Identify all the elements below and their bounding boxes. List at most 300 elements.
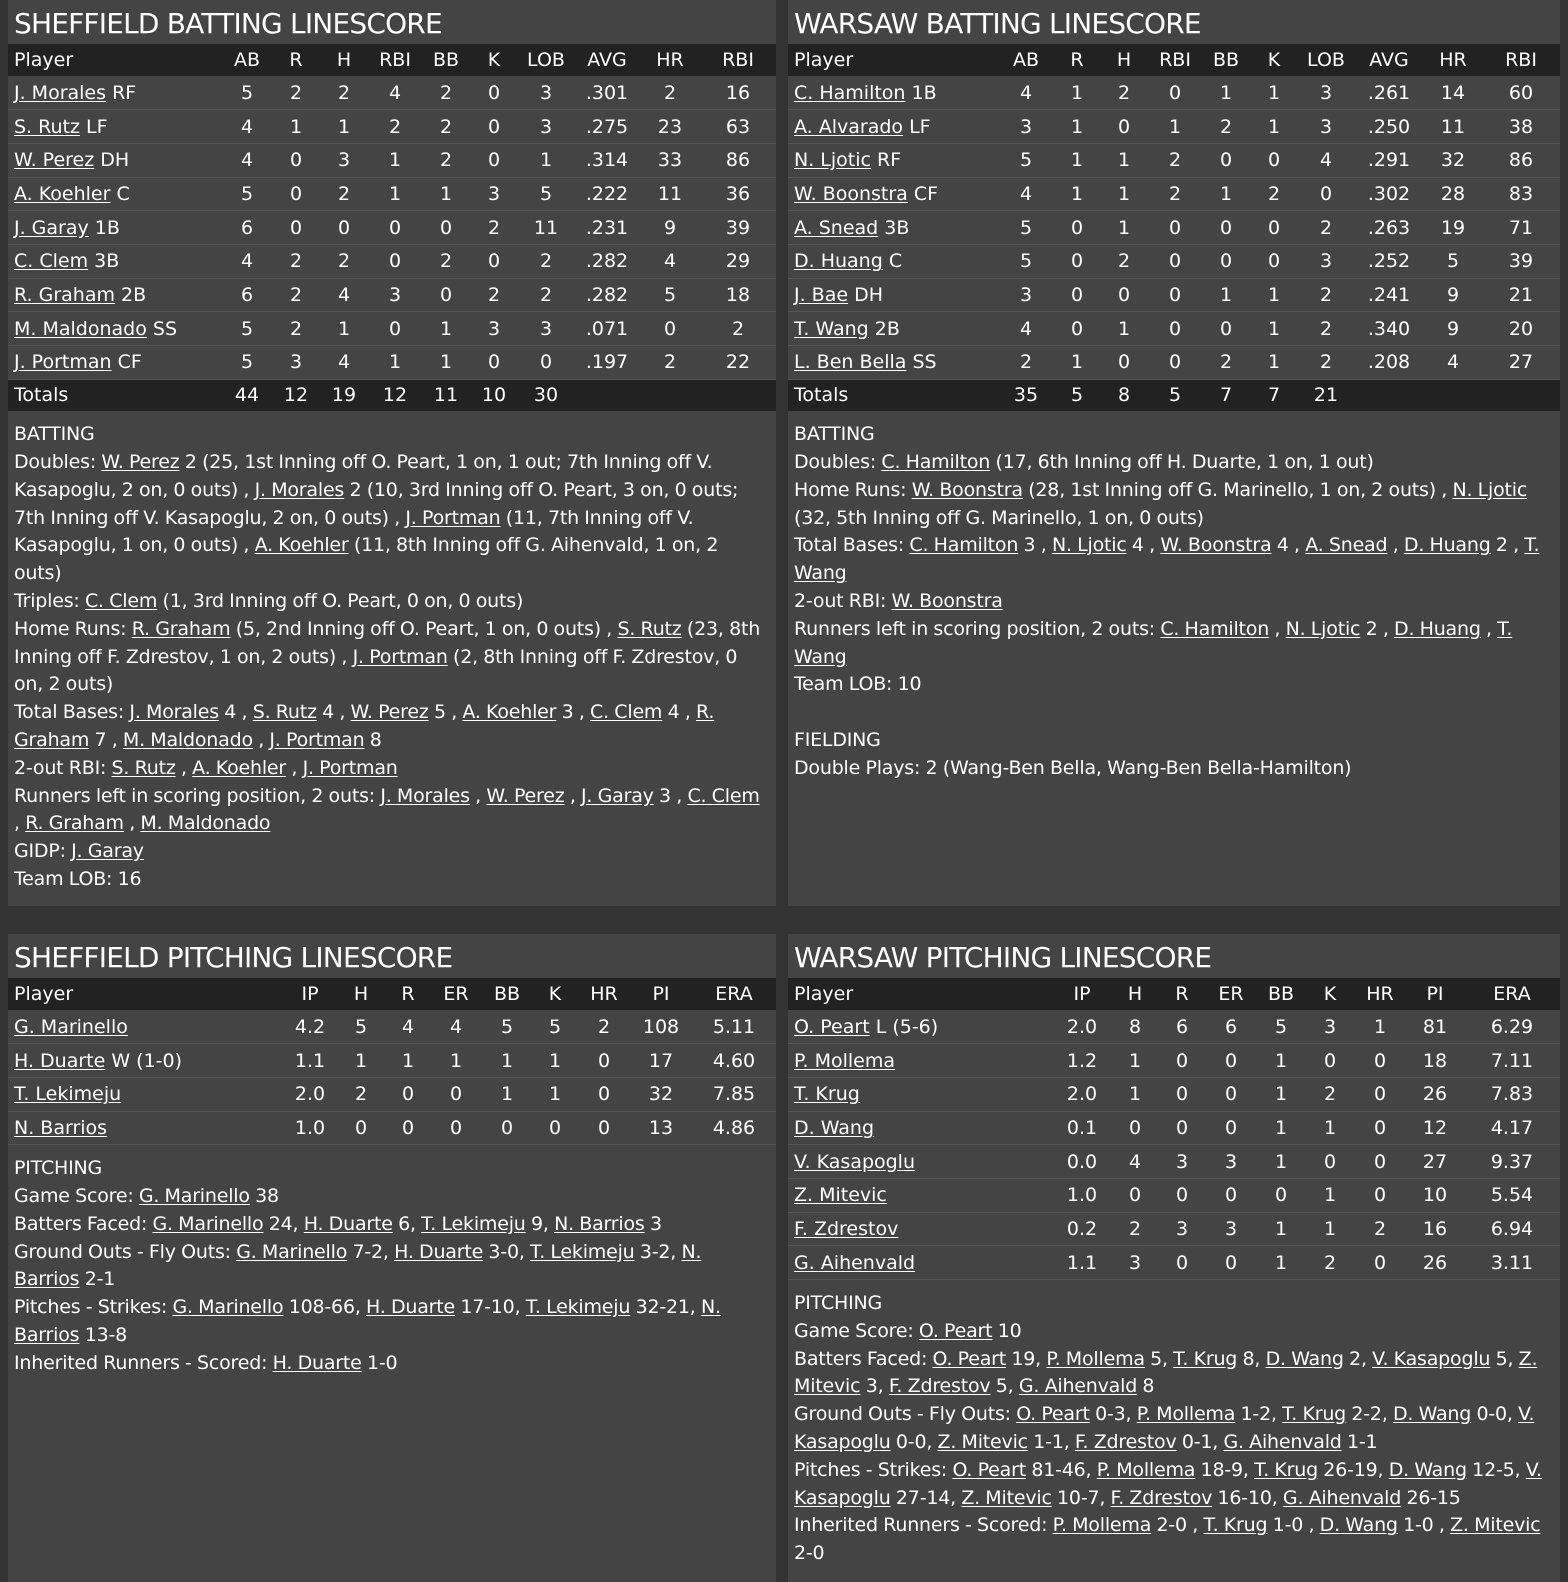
stat-cell: 23 (657, 115, 683, 138)
player-link[interactable]: V. Kasapoglu (794, 1403, 1535, 1453)
stat-cell: 22 (725, 351, 751, 374)
stat-cell: 0 (1117, 283, 1131, 306)
stat-cell: .208 (1367, 351, 1411, 374)
player-cell (8, 1077, 284, 1111)
stat-cell: 3 (1019, 283, 1033, 306)
stat-cell: 1 (449, 1049, 463, 1072)
player-link[interactable]: W. Boonstra (891, 589, 1003, 612)
stat-cell: 0 (1373, 1116, 1387, 1139)
totals-cell (1482, 379, 1560, 411)
stat-cell: 1 (1070, 351, 1084, 374)
player-link[interactable]: N. Barrios (554, 1212, 645, 1235)
stat-cell: 1 (388, 149, 402, 172)
player-link[interactable]: R. Graham (25, 812, 124, 835)
note-text: Runners left in scoring position, 2 outs: (14, 784, 381, 807)
player-cell (788, 76, 998, 110)
player-link[interactable]: J. Morales (129, 701, 219, 724)
note-text: 4 , (662, 701, 696, 724)
player-link[interactable]: P. Mollema (1052, 1514, 1152, 1537)
player-link[interactable]: V. Kasapoglu (794, 1458, 1542, 1509)
player-link[interactable]: T. Wang (794, 317, 869, 340)
player-link[interactable]: N. Ljotic (1452, 478, 1528, 501)
stat-cell: 5 (240, 81, 254, 104)
player-link[interactable]: J. Garay (14, 216, 89, 239)
column-header-bb: BB (1212, 49, 1240, 71)
note-spacer (794, 699, 1554, 727)
stat-cell: 0 (487, 115, 501, 138)
table-row (788, 1246, 1560, 1280)
column-header-player: Player (14, 983, 74, 1005)
stat-cell: 0 (597, 1083, 611, 1106)
player-link[interactable]: J. Bae (794, 283, 849, 306)
column-header-ip: IP (1073, 983, 1091, 1005)
player-link[interactable]: M. Maldonado (122, 728, 253, 751)
table-row (8, 1111, 776, 1145)
player-link[interactable]: A. Koehler (14, 182, 111, 205)
player-link[interactable]: J. Portman (352, 645, 448, 668)
stat-cell: 81 (1422, 1015, 1448, 1038)
player-link[interactable]: W. Perez (101, 450, 180, 473)
sheffield-batting-panel (8, 0, 776, 906)
player-link[interactable]: C. Clem (687, 784, 760, 807)
player-link[interactable]: D. Wang (1388, 1458, 1467, 1481)
stat-cell: 1 (500, 1083, 514, 1106)
stat-cell: 1 (1070, 149, 1084, 172)
stat-cell: 12 (1422, 1116, 1448, 1139)
player-link[interactable]: O. Peart (952, 1458, 1026, 1481)
player-link[interactable]: D. Wang (1265, 1347, 1344, 1370)
player-link[interactable]: D. Wang (794, 1116, 875, 1139)
stat-cell: 2 (1117, 250, 1131, 273)
player-link[interactable]: N. Barrios (14, 1116, 108, 1139)
stat-cell: 1 (1323, 1184, 1337, 1207)
panel-title: SHEFFIELD BATTING LINESCORE (14, 7, 442, 40)
stat-cell: 3.11 (1490, 1251, 1534, 1274)
note-text: Pitches - Strikes: (14, 1296, 173, 1319)
stat-cell: 3 (289, 351, 303, 374)
stat-cell: 86 (725, 149, 751, 172)
player-link[interactable]: Z. Mitevic (937, 1430, 1028, 1453)
stat-cell: 1 (1274, 1083, 1288, 1106)
player-link[interactable]: R. Graham (131, 617, 231, 640)
note-text: Runners left in scoring position, 2 outs: (794, 617, 1161, 640)
stat-cell: 1 (1274, 1251, 1288, 1274)
player-cell (788, 1010, 1052, 1044)
player-link[interactable]: P. Mollema (794, 1049, 895, 1072)
stat-cell: 6 (240, 216, 254, 239)
player-link[interactable]: T. Krug (794, 1083, 860, 1106)
note-text: 1-1 (1341, 1430, 1378, 1453)
column-header-bb: BB (1267, 983, 1295, 1005)
note-text: Inherited Runners - Scored: (794, 1514, 1053, 1537)
player-link[interactable]: J. Morales (380, 784, 470, 807)
note-line (14, 838, 770, 866)
stat-cell: 4 (1446, 351, 1460, 374)
player-detail: L (5-6) (875, 1015, 939, 1038)
player-link[interactable]: C. Clem (14, 250, 89, 273)
stat-cell: 27 (1508, 351, 1534, 374)
player-link[interactable]: S. Rutz (111, 756, 176, 779)
stat-cell: 1 (1117, 317, 1131, 340)
totals-cell: 19 (331, 384, 357, 407)
player-link[interactable]: P. Mollema (1046, 1347, 1145, 1370)
player-link[interactable]: S. Rutz (617, 617, 682, 640)
player-link[interactable]: N. Barrios (14, 1240, 702, 1291)
note-text: 3 (644, 1212, 662, 1235)
player-link[interactable]: N. Ljotic (794, 149, 871, 172)
player-link[interactable]: S. Rutz (14, 115, 80, 138)
stat-cell: 2 (337, 81, 351, 104)
stat-cell: 2 (439, 250, 453, 273)
player-link[interactable]: T. Lekimeju (421, 1212, 526, 1235)
player-link[interactable]: S. Rutz (252, 701, 317, 724)
player-link[interactable]: Z. Mitevic (794, 1347, 1538, 1398)
totals-cell (640, 379, 700, 411)
stat-cell: 3 (539, 81, 553, 104)
stat-cell: 1 (548, 1083, 562, 1106)
player-link[interactable]: C. Clem (84, 589, 158, 612)
column-header-r: R (401, 983, 415, 1005)
note-text: 27-14, (890, 1486, 962, 1509)
warsaw-pitching-panel (788, 934, 1560, 1582)
stat-cell: 0 (1219, 216, 1233, 239)
note-heading (14, 1155, 770, 1183)
stat-cell: 6 (240, 283, 254, 306)
stat-cell: 3 (1224, 1217, 1238, 1240)
totals-cell: 8 (1117, 384, 1131, 407)
table-row (8, 143, 776, 177)
player-link[interactable]: T. Lekimeju (530, 1240, 635, 1263)
note-line (14, 783, 770, 839)
note-line (794, 1512, 1554, 1568)
stat-cell: .291 (1367, 149, 1411, 172)
column-header-hr: HR (590, 983, 618, 1005)
player-link[interactable]: D. Wang (1319, 1514, 1398, 1537)
player-link[interactable]: G. Aihenvald (1018, 1375, 1138, 1398)
player-link[interactable]: R. Graham (14, 701, 715, 751)
note-text: 3-2, (634, 1240, 682, 1263)
stat-cell: 4 (388, 81, 402, 104)
column-header-rbi: RBI (1159, 49, 1191, 71)
stat-cell: 0 (1219, 250, 1233, 273)
player-link[interactable]: D. Huang (1394, 617, 1481, 640)
stat-cell: 1 (1219, 283, 1233, 306)
player-link[interactable]: P. Mollema (1136, 1403, 1236, 1426)
note-line (794, 1346, 1554, 1402)
player-link[interactable]: J. Portman (302, 756, 398, 779)
player-link[interactable]: J. Morales (254, 478, 345, 501)
stat-cell: 0 (597, 1116, 611, 1139)
stat-cell: 5 (548, 1015, 562, 1038)
table-row (8, 278, 776, 312)
totals-cell: 7 (1219, 384, 1233, 407)
player-link[interactable]: H. Duarte (14, 1049, 106, 1072)
stat-cell: 1 (1070, 115, 1084, 138)
player-link[interactable]: P. Mollema (1096, 1458, 1196, 1481)
note-text: 5, (1490, 1347, 1519, 1370)
stat-cell: 11 (1440, 115, 1466, 138)
player-link[interactable]: G. Marinello (152, 1212, 264, 1235)
player-link[interactable]: H. Duarte (366, 1296, 456, 1319)
player-link[interactable]: H. Duarte (303, 1212, 393, 1235)
player-cell (8, 278, 222, 312)
column-header-ab: AB (1012, 49, 1040, 71)
player-link[interactable]: A. Koehler (192, 756, 287, 779)
table-row (8, 177, 776, 211)
batting-table (788, 44, 1560, 411)
note-text: Inherited Runners - Scored: (14, 1351, 273, 1374)
player-link[interactable]: D. Huang (1403, 534, 1491, 557)
stat-cell: 0 (1168, 351, 1182, 374)
stat-cell: 39 (725, 216, 751, 239)
player-link[interactable]: H. Duarte (272, 1351, 362, 1374)
player-link[interactable]: T. Krug (1173, 1347, 1238, 1370)
stat-cell: 3 (539, 115, 553, 138)
player-link[interactable]: W. Perez (486, 784, 565, 807)
table-row (788, 244, 1560, 278)
stat-cell: 4 (240, 250, 254, 273)
player-link[interactable]: J. Garay (71, 840, 144, 863)
player-link[interactable]: W. Boonstra (911, 478, 1023, 501)
table-row (788, 1178, 1560, 1212)
player-link[interactable]: T. Wang (794, 534, 1540, 585)
stat-cell: 0 (1219, 317, 1233, 340)
stat-cell: 2 (1373, 1217, 1387, 1240)
stat-cell: 0 (487, 351, 501, 374)
note-text: 12-5, (1466, 1458, 1526, 1481)
stat-cell: 1 (354, 1049, 368, 1072)
note-text: Ground Outs - Fly Outs: (794, 1403, 1017, 1426)
player-link[interactable]: V. Kasapoglu (794, 1150, 916, 1173)
stat-cell: 3 (539, 317, 553, 340)
table-body (8, 76, 776, 411)
stat-cell: 1 (1274, 1049, 1288, 1072)
player-link[interactable]: L. Ben Bella (794, 351, 907, 374)
stat-cell: 0 (1175, 1083, 1189, 1106)
player-link[interactable]: C. Hamilton (794, 81, 906, 104)
player-cell (8, 1111, 284, 1145)
note-text: PITCHING (794, 1292, 883, 1314)
stat-cell: 5 (354, 1015, 368, 1038)
player-link[interactable]: G. Marinello (14, 1015, 128, 1038)
player-link[interactable]: J. Portman (269, 728, 365, 751)
stat-cell: .071 (585, 317, 629, 340)
note-text: (1, 3rd Inning off O. Peart, 0 on, 0 outs) (157, 589, 524, 612)
player-link[interactable]: W. Perez (14, 149, 95, 172)
stat-cell: 2 (487, 283, 501, 306)
header-row (8, 44, 776, 76)
stat-cell: 18 (725, 283, 751, 306)
player-link[interactable]: G. Marinello (236, 1240, 348, 1263)
stat-cell: 4 (337, 351, 351, 374)
player-link[interactable]: V. Kasapoglu (1372, 1347, 1491, 1370)
stat-cell: 2 (289, 81, 303, 104)
stat-cell: 33 (657, 149, 683, 172)
stat-cell: 0 (439, 283, 453, 306)
player-link[interactable]: C. Hamilton (909, 534, 1019, 557)
stat-cell: 2 (289, 317, 303, 340)
column-header-r: R (289, 49, 303, 71)
player-link[interactable]: Z. Mitevic (961, 1486, 1052, 1509)
stat-cell: 4 (240, 149, 254, 172)
player-detail: RF (112, 81, 137, 104)
stat-cell: 0 (449, 1116, 463, 1139)
stat-cell: 4 (1128, 1150, 1142, 1173)
player-link[interactable]: A. Snead (1305, 534, 1388, 557)
stat-cell: 71 (1508, 216, 1534, 239)
stat-cell: 0 (1117, 115, 1131, 138)
player-link[interactable]: O. Peart (1016, 1403, 1090, 1426)
player-link[interactable]: J. Morales (14, 81, 107, 104)
player-link[interactable]: C. Hamilton (1160, 617, 1270, 640)
stat-cell: 2.0 (1066, 1015, 1098, 1038)
player-link[interactable]: G. Aihenvald (1223, 1430, 1342, 1453)
stat-cell: 0 (1373, 1150, 1387, 1173)
player-link[interactable]: A. Alvarado (794, 115, 904, 138)
player-link[interactable]: R. Graham (14, 283, 115, 306)
player-link[interactable]: G. Aihenvald (1282, 1486, 1402, 1509)
stat-cell: 1 (548, 1049, 562, 1072)
player-link[interactable]: Z. Mitevic (1450, 1514, 1541, 1537)
note-text: Double Plays: 2 (Wang-Ben Bella, Wang-Ben Bella-Hamilton) (794, 756, 1352, 779)
stat-cell: 0.2 (1066, 1217, 1098, 1240)
batting-table (8, 44, 776, 411)
column-header-lob: LOB (1307, 49, 1345, 71)
note-line (14, 1239, 770, 1295)
totals-row (788, 379, 1560, 411)
column-header-lob: LOB (527, 49, 565, 71)
player-link[interactable]: T. Wang (794, 617, 1513, 668)
player-link[interactable]: C. Hamilton (881, 450, 991, 473)
stat-cell: 9 (663, 216, 677, 239)
stat-cell: 0 (1224, 1251, 1238, 1274)
note-text: 19, (1006, 1347, 1047, 1370)
table-row (788, 1010, 1560, 1044)
totals-label: Totals (794, 384, 849, 407)
player-link[interactable]: W. Perez (350, 701, 429, 724)
player-cell (788, 346, 998, 380)
stat-cell: 0 (1373, 1251, 1387, 1274)
column-header-rbi: RBI (379, 49, 411, 71)
player-link[interactable]: F. Zdrestov (794, 1217, 899, 1240)
player-link[interactable]: W. Boonstra (794, 182, 908, 205)
stat-cell: 5 (663, 283, 677, 306)
stat-cell: 6 (1224, 1015, 1238, 1038)
player-link[interactable]: O. Peart (794, 1015, 870, 1038)
column-header-bb: BB (493, 983, 521, 1005)
player-link[interactable]: O. Peart (918, 1319, 993, 1342)
player-cell (8, 244, 222, 278)
player-link[interactable]: T. Krug (1203, 1514, 1268, 1537)
player-link[interactable]: A. Snead (794, 216, 879, 239)
note-text: 1-0 (361, 1351, 398, 1374)
player-link[interactable]: G. Marinello (138, 1185, 250, 1208)
stat-cell: 5.54 (1490, 1184, 1534, 1207)
column-header-hr: HR (656, 49, 684, 71)
player-link[interactable]: G. Aihenvald (794, 1251, 916, 1274)
player-link[interactable]: M. Maldonado (140, 812, 271, 835)
player-link[interactable]: N. Ljotic (1051, 534, 1127, 557)
player-link[interactable]: N. Ljotic (1285, 617, 1361, 640)
stat-cell: 16 (1422, 1217, 1448, 1240)
note-text: , (252, 728, 270, 751)
stat-cell: 7.85 (712, 1083, 756, 1106)
note-text: 2 , (1360, 617, 1395, 640)
note-text: 3 , (653, 784, 688, 807)
player-link[interactable]: J. Portman (14, 351, 112, 374)
player-link[interactable]: T. Krug (1282, 1403, 1347, 1426)
note-heading (794, 727, 1554, 755)
player-link[interactable]: O. Peart (932, 1347, 1007, 1370)
player-link[interactable]: N. Barrios (14, 1296, 721, 1347)
player-link[interactable]: F. Zdrestov (1110, 1486, 1213, 1509)
stat-cell: 4 (449, 1015, 463, 1038)
player-link[interactable]: J. Portman (405, 506, 501, 529)
player-link[interactable]: T. Lekimeju (14, 1083, 122, 1106)
stat-cell: 5.11 (712, 1015, 756, 1038)
player-link[interactable]: T. Krug (1254, 1458, 1318, 1481)
table-row (788, 211, 1560, 245)
player-link[interactable]: F. Zdrestov (888, 1375, 991, 1398)
player-link[interactable]: T. Lekimeju (525, 1296, 631, 1319)
stat-cell: 1 (1267, 115, 1281, 138)
player-link[interactable]: M. Maldonado (14, 317, 147, 340)
player-link[interactable]: D. Wang (1393, 1403, 1472, 1426)
player-link[interactable]: A. Koehler (254, 534, 349, 557)
player-link[interactable]: C. Clem (590, 701, 663, 724)
column-header-avg: AVG (1369, 49, 1409, 71)
player-link[interactable]: A. Koehler (462, 701, 557, 724)
player-link[interactable]: Z. Mitevic (794, 1184, 887, 1207)
note-text: 4 , (218, 701, 253, 724)
note-line (14, 1183, 770, 1211)
stat-cell: 3 (1323, 1015, 1337, 1038)
stat-cell: 0 (1267, 216, 1281, 239)
totals-cell: 30 (533, 384, 559, 407)
player-link[interactable]: D. Huang (794, 250, 883, 273)
column-header-k: K (1267, 49, 1281, 71)
player-link[interactable]: W. Boonstra (1160, 534, 1272, 557)
player-link[interactable]: J. Garay (581, 784, 654, 807)
player-link[interactable]: F. Zdrestov (1074, 1430, 1177, 1453)
player-link[interactable]: G. Marinello (172, 1296, 284, 1319)
stat-cell: 2 (1319, 283, 1333, 306)
note-text: Team LOB: 10 (794, 673, 922, 696)
stat-cell: 2 (1319, 351, 1333, 374)
note-text: 18-9, (1195, 1458, 1255, 1481)
note-line (14, 1294, 770, 1350)
stat-cell: 1 (337, 317, 351, 340)
totals-cell: 35 (1013, 384, 1039, 407)
note-text: 2, (1343, 1347, 1373, 1370)
stat-cell: .314 (585, 149, 629, 172)
stat-cell: 0 (401, 1116, 415, 1139)
stat-cell: 0 (1128, 1116, 1142, 1139)
player-cell (788, 1111, 1052, 1145)
player-link[interactable]: H. Duarte (394, 1240, 484, 1263)
note-text: 0-0, (890, 1430, 938, 1453)
note-text: 6, (392, 1212, 422, 1235)
stat-cell: 1 (1274, 1217, 1288, 1240)
stat-cell: 5 (1446, 250, 1460, 273)
stat-cell: 1 (500, 1049, 514, 1072)
stat-cell: 1 (1070, 81, 1084, 104)
stat-cell: 7.83 (1490, 1083, 1534, 1106)
note-text: 2 , (1490, 534, 1525, 557)
stat-cell: .340 (1367, 317, 1411, 340)
stat-cell: 0 (388, 250, 402, 273)
table-row (788, 110, 1560, 144)
